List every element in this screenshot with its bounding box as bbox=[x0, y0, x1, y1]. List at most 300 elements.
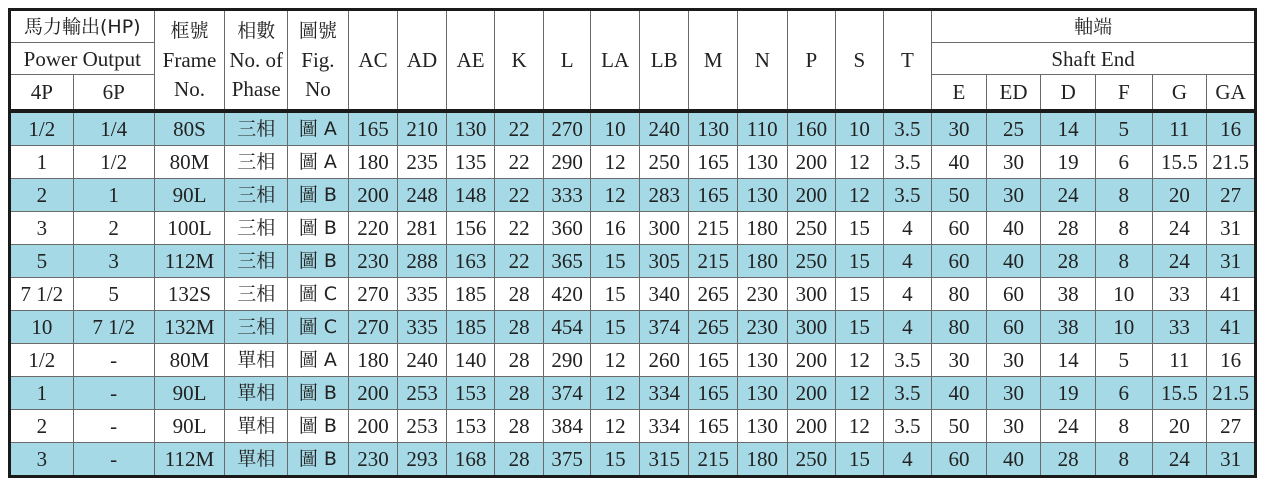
table-cell: 28 bbox=[495, 344, 544, 377]
table-cell: 130 bbox=[738, 410, 788, 443]
table-cell: 80S bbox=[154, 111, 225, 146]
table-cell: 8 bbox=[1095, 212, 1152, 245]
table-cell: 22 bbox=[495, 245, 544, 278]
table-cell: 12 bbox=[591, 146, 640, 179]
table-cell: 210 bbox=[398, 111, 447, 146]
table-cell: 單相 bbox=[225, 377, 288, 410]
table-cell: 200 bbox=[787, 377, 836, 410]
table-cell: 30 bbox=[986, 146, 1041, 179]
table-cell: 265 bbox=[689, 278, 738, 311]
table-cell: 12 bbox=[591, 344, 640, 377]
header-shaft-ga: GA bbox=[1207, 75, 1256, 112]
table-cell: 100L bbox=[154, 212, 225, 245]
table-cell: 12 bbox=[836, 344, 884, 377]
table-cell: 三相 bbox=[225, 179, 288, 212]
table-cell: 165 bbox=[689, 344, 738, 377]
table-cell: 19 bbox=[1041, 377, 1096, 410]
table-cell: 335 bbox=[398, 278, 447, 311]
header-shaft-e: E bbox=[932, 75, 987, 112]
table-row bbox=[10, 311, 1256, 344]
table-row bbox=[10, 179, 1256, 212]
table-cell: - bbox=[73, 443, 154, 477]
table-cell: 420 bbox=[543, 278, 591, 311]
table-cell: 16 bbox=[591, 212, 640, 245]
table-cell: 130 bbox=[738, 146, 788, 179]
table-cell: 圖 A bbox=[288, 111, 349, 146]
table-cell: 220 bbox=[348, 212, 398, 245]
table-row bbox=[10, 443, 1256, 477]
table-cell: 33 bbox=[1152, 311, 1207, 344]
table-cell: 41 bbox=[1207, 278, 1256, 311]
table-cell: 30 bbox=[986, 410, 1041, 443]
table-row bbox=[10, 212, 1256, 245]
table-cell: 153 bbox=[446, 410, 495, 443]
header-phase bbox=[225, 10, 288, 112]
table-cell: 7 1/2 bbox=[10, 278, 74, 311]
table-cell: 1/2 bbox=[73, 146, 154, 179]
table-cell: 4 bbox=[883, 443, 932, 477]
table-cell: 365 bbox=[543, 245, 591, 278]
table-cell: 三相 bbox=[225, 212, 288, 245]
table-cell: 148 bbox=[446, 179, 495, 212]
table-cell: 30 bbox=[932, 344, 987, 377]
table-cell: 110 bbox=[738, 111, 788, 146]
table-cell: 22 bbox=[495, 146, 544, 179]
table-cell: 112M bbox=[154, 245, 225, 278]
table-cell: 24 bbox=[1041, 179, 1096, 212]
header-power-output-en: Power Output bbox=[10, 43, 155, 75]
table-cell: 20 bbox=[1152, 410, 1207, 443]
table-cell: 15 bbox=[836, 311, 884, 344]
table-cell: 4 bbox=[883, 212, 932, 245]
phase-en-label-1: No. of bbox=[229, 47, 284, 72]
table-cell: 3 bbox=[10, 443, 74, 477]
table-cell: 33 bbox=[1152, 278, 1207, 311]
table-cell: 200 bbox=[787, 344, 836, 377]
table-cell: 60 bbox=[932, 212, 987, 245]
table-cell: 215 bbox=[689, 245, 738, 278]
table-cell: 270 bbox=[543, 111, 591, 146]
table-cell: - bbox=[73, 410, 154, 443]
table-cell: 圖 A bbox=[288, 344, 349, 377]
table-cell: 1/2 bbox=[10, 344, 74, 377]
table-cell: 28 bbox=[495, 377, 544, 410]
table-cell: 270 bbox=[348, 278, 398, 311]
table-cell: 300 bbox=[787, 311, 836, 344]
table-cell: 130 bbox=[446, 111, 495, 146]
table-cell: 180 bbox=[738, 212, 788, 245]
header-dim-lb: LB bbox=[639, 10, 689, 112]
table-cell: 334 bbox=[639, 410, 689, 443]
header-dim-la: LA bbox=[591, 10, 640, 112]
table-cell: 5 bbox=[10, 245, 74, 278]
header-shaft-end-en: Shaft End bbox=[932, 43, 1256, 75]
table-cell: 38 bbox=[1041, 278, 1096, 311]
table-header bbox=[10, 10, 1256, 112]
table-cell: 16 bbox=[1207, 111, 1256, 146]
table-cell: 80 bbox=[932, 311, 987, 344]
table-cell: 300 bbox=[787, 278, 836, 311]
table-cell: 265 bbox=[689, 311, 738, 344]
table-cell: 2 bbox=[10, 179, 74, 212]
header-pole-4p: 4P bbox=[10, 75, 74, 112]
table-cell: 22 bbox=[495, 179, 544, 212]
table-cell: 4 bbox=[883, 311, 932, 344]
table-cell: 80M bbox=[154, 344, 225, 377]
table-cell: 圖 B bbox=[288, 443, 349, 477]
table-cell: 15 bbox=[836, 245, 884, 278]
table-cell: 281 bbox=[398, 212, 447, 245]
table-cell: 19 bbox=[1041, 146, 1096, 179]
table-cell: 15 bbox=[836, 443, 884, 477]
header-shaft-f: F bbox=[1095, 75, 1152, 112]
header-fig bbox=[288, 10, 349, 112]
fig-cn-label: 圖號 bbox=[298, 19, 337, 42]
table-row bbox=[10, 278, 1256, 311]
table-cell: 153 bbox=[446, 377, 495, 410]
table-cell: 31 bbox=[1207, 245, 1256, 278]
table-cell: 50 bbox=[932, 410, 987, 443]
header-dim-p: P bbox=[787, 10, 836, 112]
table-cell: 290 bbox=[543, 344, 591, 377]
table-cell: 11 bbox=[1152, 111, 1207, 146]
table-cell: 10 bbox=[10, 311, 74, 344]
header-pole-6p: 6P bbox=[73, 75, 154, 112]
table-cell: 28 bbox=[495, 410, 544, 443]
table-cell: 8 bbox=[1095, 245, 1152, 278]
table-cell: 165 bbox=[689, 146, 738, 179]
table-cell: 10 bbox=[836, 111, 884, 146]
table-cell: 200 bbox=[348, 179, 398, 212]
frame-no-label: No. bbox=[174, 76, 205, 101]
table-cell: 30 bbox=[932, 111, 987, 146]
table-cell: 圖 B bbox=[288, 410, 349, 443]
spec-table-container bbox=[8, 8, 1257, 478]
table-cell: 10 bbox=[591, 111, 640, 146]
table-cell: 21.5 bbox=[1207, 377, 1256, 410]
table-cell: 10 bbox=[1095, 278, 1152, 311]
table-cell: 130 bbox=[689, 111, 738, 146]
table-cell: 1 bbox=[73, 179, 154, 212]
table-cell: 40 bbox=[986, 212, 1041, 245]
table-cell: 180 bbox=[738, 245, 788, 278]
table-cell: 7 1/2 bbox=[73, 311, 154, 344]
table-cell: 180 bbox=[348, 146, 398, 179]
header-shaft-end-cn bbox=[932, 10, 1256, 43]
table-cell: 253 bbox=[398, 377, 447, 410]
table-cell: 11 bbox=[1152, 344, 1207, 377]
table-cell: 24 bbox=[1152, 245, 1207, 278]
table-cell: 15 bbox=[591, 311, 640, 344]
table-cell: 圖 C bbox=[288, 278, 349, 311]
table-cell: 5 bbox=[1095, 111, 1152, 146]
table-cell: 5 bbox=[73, 278, 154, 311]
table-cell: 165 bbox=[689, 410, 738, 443]
table-cell: 31 bbox=[1207, 212, 1256, 245]
header-dim-s: S bbox=[836, 10, 884, 112]
table-cell: 40 bbox=[932, 377, 987, 410]
motor-dimension-table bbox=[8, 8, 1257, 478]
header-shaft-ed: ED bbox=[986, 75, 1041, 112]
table-cell: 12 bbox=[591, 377, 640, 410]
table-cell: 12 bbox=[591, 179, 640, 212]
table-cell: 230 bbox=[738, 311, 788, 344]
table-cell: 60 bbox=[986, 278, 1041, 311]
table-row bbox=[10, 146, 1256, 179]
table-cell: 28 bbox=[495, 443, 544, 477]
table-cell: 14 bbox=[1041, 344, 1096, 377]
table-cell: 1 bbox=[10, 377, 74, 410]
table-cell: 28 bbox=[495, 278, 544, 311]
table-cell: 300 bbox=[639, 212, 689, 245]
table-cell: 10 bbox=[1095, 311, 1152, 344]
table-row bbox=[10, 377, 1256, 410]
table-cell: 340 bbox=[639, 278, 689, 311]
frame-en-label: Frame bbox=[162, 47, 217, 72]
table-cell: 圖 B bbox=[288, 212, 349, 245]
table-cell: 1 bbox=[10, 146, 74, 179]
table-row bbox=[10, 245, 1256, 278]
table-cell: 28 bbox=[1041, 212, 1096, 245]
table-cell: 4 bbox=[883, 278, 932, 311]
table-cell: 250 bbox=[787, 212, 836, 245]
table-cell: 三相 bbox=[225, 278, 288, 311]
table-cell: 3.5 bbox=[883, 111, 932, 146]
header-shaft-g: G bbox=[1152, 75, 1207, 112]
table-cell: 6 bbox=[1095, 146, 1152, 179]
table-cell: 90L bbox=[154, 179, 225, 212]
table-cell: 三相 bbox=[225, 245, 288, 278]
table-cell: 80M bbox=[154, 146, 225, 179]
table-cell: 30 bbox=[986, 344, 1041, 377]
table-cell: - bbox=[73, 344, 154, 377]
table-cell: 22 bbox=[495, 111, 544, 146]
table-cell: 50 bbox=[932, 179, 987, 212]
phase-cn-label: 相數 bbox=[237, 19, 276, 42]
table-cell: 14 bbox=[1041, 111, 1096, 146]
table-cell: 160 bbox=[787, 111, 836, 146]
table-cell: 21.5 bbox=[1207, 146, 1256, 179]
table-cell: 16 bbox=[1207, 344, 1256, 377]
table-cell: 375 bbox=[543, 443, 591, 477]
fig-no-label: No bbox=[305, 76, 331, 101]
table-cell: 38 bbox=[1041, 311, 1096, 344]
table-cell: 22 bbox=[495, 212, 544, 245]
table-row bbox=[10, 111, 1256, 146]
frame-cn-label: 框號 bbox=[170, 19, 209, 42]
table-cell: 15 bbox=[591, 245, 640, 278]
table-cell: 3.5 bbox=[883, 410, 932, 443]
table-cell: 250 bbox=[787, 443, 836, 477]
table-cell: 25 bbox=[986, 111, 1041, 146]
table-cell: 圖 C bbox=[288, 311, 349, 344]
table-cell: 90L bbox=[154, 410, 225, 443]
table-cell: 165 bbox=[689, 179, 738, 212]
table-cell: 3.5 bbox=[883, 179, 932, 212]
table-cell: 250 bbox=[639, 146, 689, 179]
table-cell: 270 bbox=[348, 311, 398, 344]
table-cell: 132S bbox=[154, 278, 225, 311]
table-cell: 12 bbox=[836, 146, 884, 179]
table-cell: 333 bbox=[543, 179, 591, 212]
table-cell: 288 bbox=[398, 245, 447, 278]
table-cell: 6 bbox=[1095, 377, 1152, 410]
table-cell: 三相 bbox=[225, 311, 288, 344]
table-cell: 3.5 bbox=[883, 377, 932, 410]
table-cell: 290 bbox=[543, 146, 591, 179]
table-cell: 156 bbox=[446, 212, 495, 245]
table-cell: 230 bbox=[738, 278, 788, 311]
table-cell: 215 bbox=[689, 443, 738, 477]
table-cell: 180 bbox=[738, 443, 788, 477]
table-cell: 60 bbox=[932, 443, 987, 477]
table-cell: 130 bbox=[738, 344, 788, 377]
table-cell: 293 bbox=[398, 443, 447, 477]
table-cell: 三相 bbox=[225, 111, 288, 146]
table-cell: 15.5 bbox=[1152, 377, 1207, 410]
header-dim-ae: AE bbox=[446, 10, 495, 112]
table-cell: 27 bbox=[1207, 179, 1256, 212]
table-cell: 334 bbox=[639, 377, 689, 410]
table-cell: 132M bbox=[154, 311, 225, 344]
table-cell: 200 bbox=[787, 179, 836, 212]
table-cell: 24 bbox=[1152, 212, 1207, 245]
table-cell: 165 bbox=[689, 377, 738, 410]
table-cell: 28 bbox=[1041, 443, 1096, 477]
table-row bbox=[10, 344, 1256, 377]
table-cell: 2 bbox=[10, 410, 74, 443]
table-cell: 8 bbox=[1095, 443, 1152, 477]
table-cell: 15 bbox=[836, 278, 884, 311]
table-cell: 40 bbox=[986, 443, 1041, 477]
table-cell: 40 bbox=[932, 146, 987, 179]
table-cell: 235 bbox=[398, 146, 447, 179]
table-cell: 230 bbox=[348, 245, 398, 278]
table-cell: 單相 bbox=[225, 443, 288, 477]
table-cell: 335 bbox=[398, 311, 447, 344]
table-cell: 圖 B bbox=[288, 245, 349, 278]
header-dim-ac: AC bbox=[348, 10, 398, 112]
table-cell: 15.5 bbox=[1152, 146, 1207, 179]
table-cell: 15 bbox=[591, 278, 640, 311]
table-cell: 112M bbox=[154, 443, 225, 477]
table-cell: 15 bbox=[836, 212, 884, 245]
table-cell: 374 bbox=[639, 311, 689, 344]
table-cell: 230 bbox=[348, 443, 398, 477]
table-cell: 200 bbox=[787, 146, 836, 179]
table-cell: 130 bbox=[738, 179, 788, 212]
table-cell: 135 bbox=[446, 146, 495, 179]
table-cell: 5 bbox=[1095, 344, 1152, 377]
table-cell: 圖 B bbox=[288, 179, 349, 212]
table-cell: 8 bbox=[1095, 410, 1152, 443]
table-cell: 165 bbox=[348, 111, 398, 146]
table-cell: 3 bbox=[10, 212, 74, 245]
table-cell: - bbox=[73, 377, 154, 410]
table-cell: 31 bbox=[1207, 443, 1256, 477]
header-dim-t: T bbox=[883, 10, 932, 112]
table-cell: 30 bbox=[986, 377, 1041, 410]
table-cell: 200 bbox=[787, 410, 836, 443]
table-cell: 圖 B bbox=[288, 377, 349, 410]
table-cell: 250 bbox=[787, 245, 836, 278]
table-cell: 80 bbox=[932, 278, 987, 311]
table-cell: 單相 bbox=[225, 410, 288, 443]
table-cell: 8 bbox=[1095, 179, 1152, 212]
table-cell: 360 bbox=[543, 212, 591, 245]
table-cell: 200 bbox=[348, 410, 398, 443]
table-cell: 15 bbox=[591, 443, 640, 477]
table-body bbox=[10, 111, 1256, 477]
table-cell: 單相 bbox=[225, 344, 288, 377]
phase-en-label-2: Phase bbox=[231, 76, 281, 101]
table-cell: 3.5 bbox=[883, 146, 932, 179]
table-cell: 12 bbox=[591, 410, 640, 443]
table-cell: 240 bbox=[639, 111, 689, 146]
table-cell: 454 bbox=[543, 311, 591, 344]
header-power-output-cn bbox=[10, 10, 155, 43]
table-cell: 24 bbox=[1041, 410, 1096, 443]
table-cell: 28 bbox=[495, 311, 544, 344]
header-shaft-d: D bbox=[1041, 75, 1096, 112]
shaft-end-cn-label: 軸端 bbox=[1074, 16, 1113, 38]
fig-en-label: Fig. bbox=[301, 47, 335, 72]
table-cell: 三相 bbox=[225, 146, 288, 179]
table-cell: 215 bbox=[689, 212, 738, 245]
table-cell: 27 bbox=[1207, 410, 1256, 443]
header-dim-l: L bbox=[543, 10, 591, 112]
table-cell: 60 bbox=[932, 245, 987, 278]
table-cell: 60 bbox=[986, 311, 1041, 344]
table-cell: 41 bbox=[1207, 311, 1256, 344]
table-cell: 305 bbox=[639, 245, 689, 278]
table-cell: 24 bbox=[1152, 443, 1207, 477]
table-cell: 30 bbox=[986, 179, 1041, 212]
table-cell: 283 bbox=[639, 179, 689, 212]
table-cell: 384 bbox=[543, 410, 591, 443]
header-frame bbox=[154, 10, 225, 112]
table-cell: 168 bbox=[446, 443, 495, 477]
table-cell: 40 bbox=[986, 245, 1041, 278]
table-cell: 20 bbox=[1152, 179, 1207, 212]
table-cell: 3 bbox=[73, 245, 154, 278]
table-cell: 185 bbox=[446, 311, 495, 344]
table-cell: 90L bbox=[154, 377, 225, 410]
table-cell: 315 bbox=[639, 443, 689, 477]
table-cell: 圖 A bbox=[288, 146, 349, 179]
table-cell: 1/2 bbox=[10, 111, 74, 146]
table-cell: 130 bbox=[738, 377, 788, 410]
power-output-cn-label: 馬力輸出(HP) bbox=[24, 16, 141, 38]
table-cell: 1/4 bbox=[73, 111, 154, 146]
table-cell: 374 bbox=[543, 377, 591, 410]
table-cell: 140 bbox=[446, 344, 495, 377]
header-dim-m: M bbox=[689, 10, 738, 112]
table-cell: 180 bbox=[348, 344, 398, 377]
header-dim-ad: AD bbox=[398, 10, 447, 112]
header-dim-k: K bbox=[495, 10, 544, 112]
table-cell: 253 bbox=[398, 410, 447, 443]
table-cell: 12 bbox=[836, 410, 884, 443]
table-cell: 248 bbox=[398, 179, 447, 212]
table-cell: 28 bbox=[1041, 245, 1096, 278]
table-cell: 12 bbox=[836, 179, 884, 212]
table-cell: 200 bbox=[348, 377, 398, 410]
table-cell: 240 bbox=[398, 344, 447, 377]
table-cell: 3.5 bbox=[883, 344, 932, 377]
table-cell: 4 bbox=[883, 245, 932, 278]
table-cell: 260 bbox=[639, 344, 689, 377]
